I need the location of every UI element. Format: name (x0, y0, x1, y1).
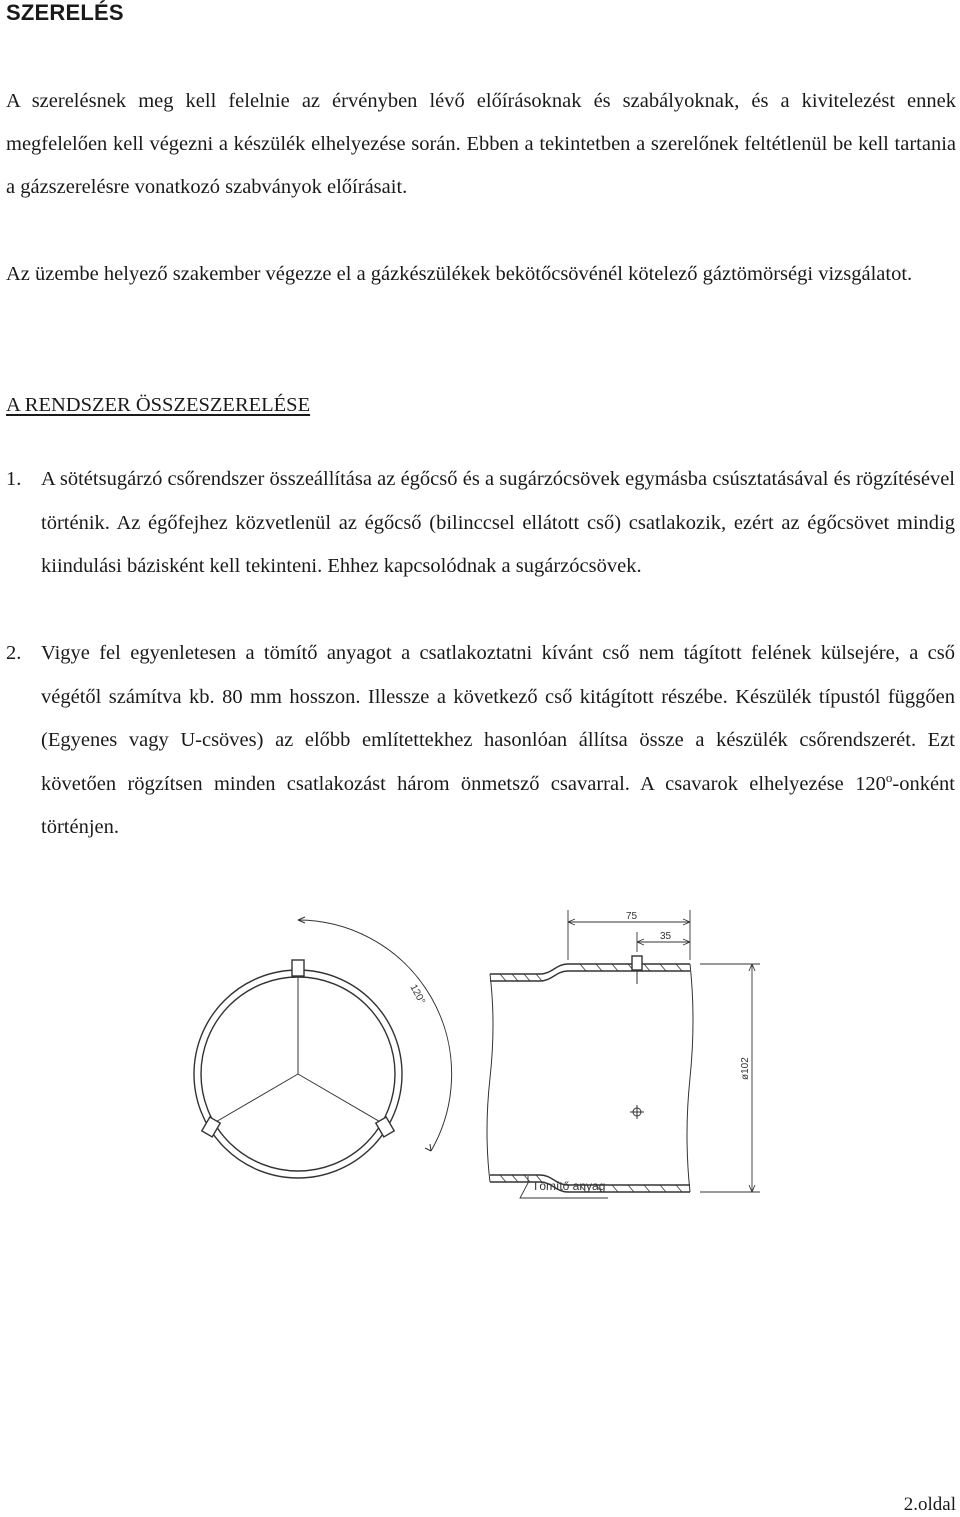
step-text: Vigye fel egyenletesen a tömítő anyagot a csatlakoztatni kívánt cső nem tágított felének külsejére, a cső végétől számítva kb. 80 mm hosszon. Illessze a következő cső kitágított részébe. Készülék típustól függően (Egyenes vagy U-csöves) az előbb említettekhez hasonlóan állítsa össze a készülék csőrendszerét. Ezt követően rögzítsen minden csatlakozást három önmetsző csavarral. A csavarok elhelyezése 120 (41, 642, 955, 795)
pipe-side-view (487, 956, 693, 1192)
dimension-overall: 75 (626, 911, 638, 922)
dimension-lines (520, 910, 760, 1198)
dimension-diameter: ø102 (740, 1057, 751, 1080)
sealing-material-label: Tömítő anyag (532, 1179, 606, 1193)
step-number: 2. (6, 642, 22, 664)
step-item (6, 458, 955, 589)
degree-superscript: o (885, 769, 893, 785)
technical-drawing (0, 880, 960, 1220)
step-number: 1. (6, 468, 22, 490)
page-number: 2.oldal (903, 1494, 956, 1515)
inspection-paragraph: Az üzembe helyező szakember végezze el a gázkészülékek bekötőcsövénél kötelező gáztömörségi vizsgálatot. (6, 263, 913, 285)
section-title: A RENDSZER ÖSSZESZERELÉSE (6, 394, 311, 416)
step-text: A sötétsugárzó csőrendszer összeállítása az égőcső és a sugárzócsövek egymásba csúsztatásával és rögzítésével történik. Az égőfejhez közvetlenül az égőcső (bilinccsel ellátott cső) csatlakozik, ezért az égőcsövet mindig kiindulási bázisként kell tekinteni. Ehhez kapcsolódnak a sugárzócsövek. (41, 468, 955, 577)
page-heading: SZERELÉS (6, 0, 124, 25)
pipe-cross-section (194, 917, 452, 1178)
dimension-inner: 35 (660, 931, 672, 942)
step-text-end: -onként történjen. (41, 772, 955, 838)
angle-label: 120° (407, 982, 427, 1007)
step-item (6, 632, 955, 850)
intro-paragraph: A szerelésnek meg kell felelnie az érvényben lévő előírásoknak és szabályoknak, és a kivitelezést ennek megfelelően kell végezni a készülék elhelyezése során. Ebben a tekintetben a szerelőnek feltétlenül be kell tartania a gázszerelésre vonatkozó szabványok előírásait. (6, 90, 956, 198)
